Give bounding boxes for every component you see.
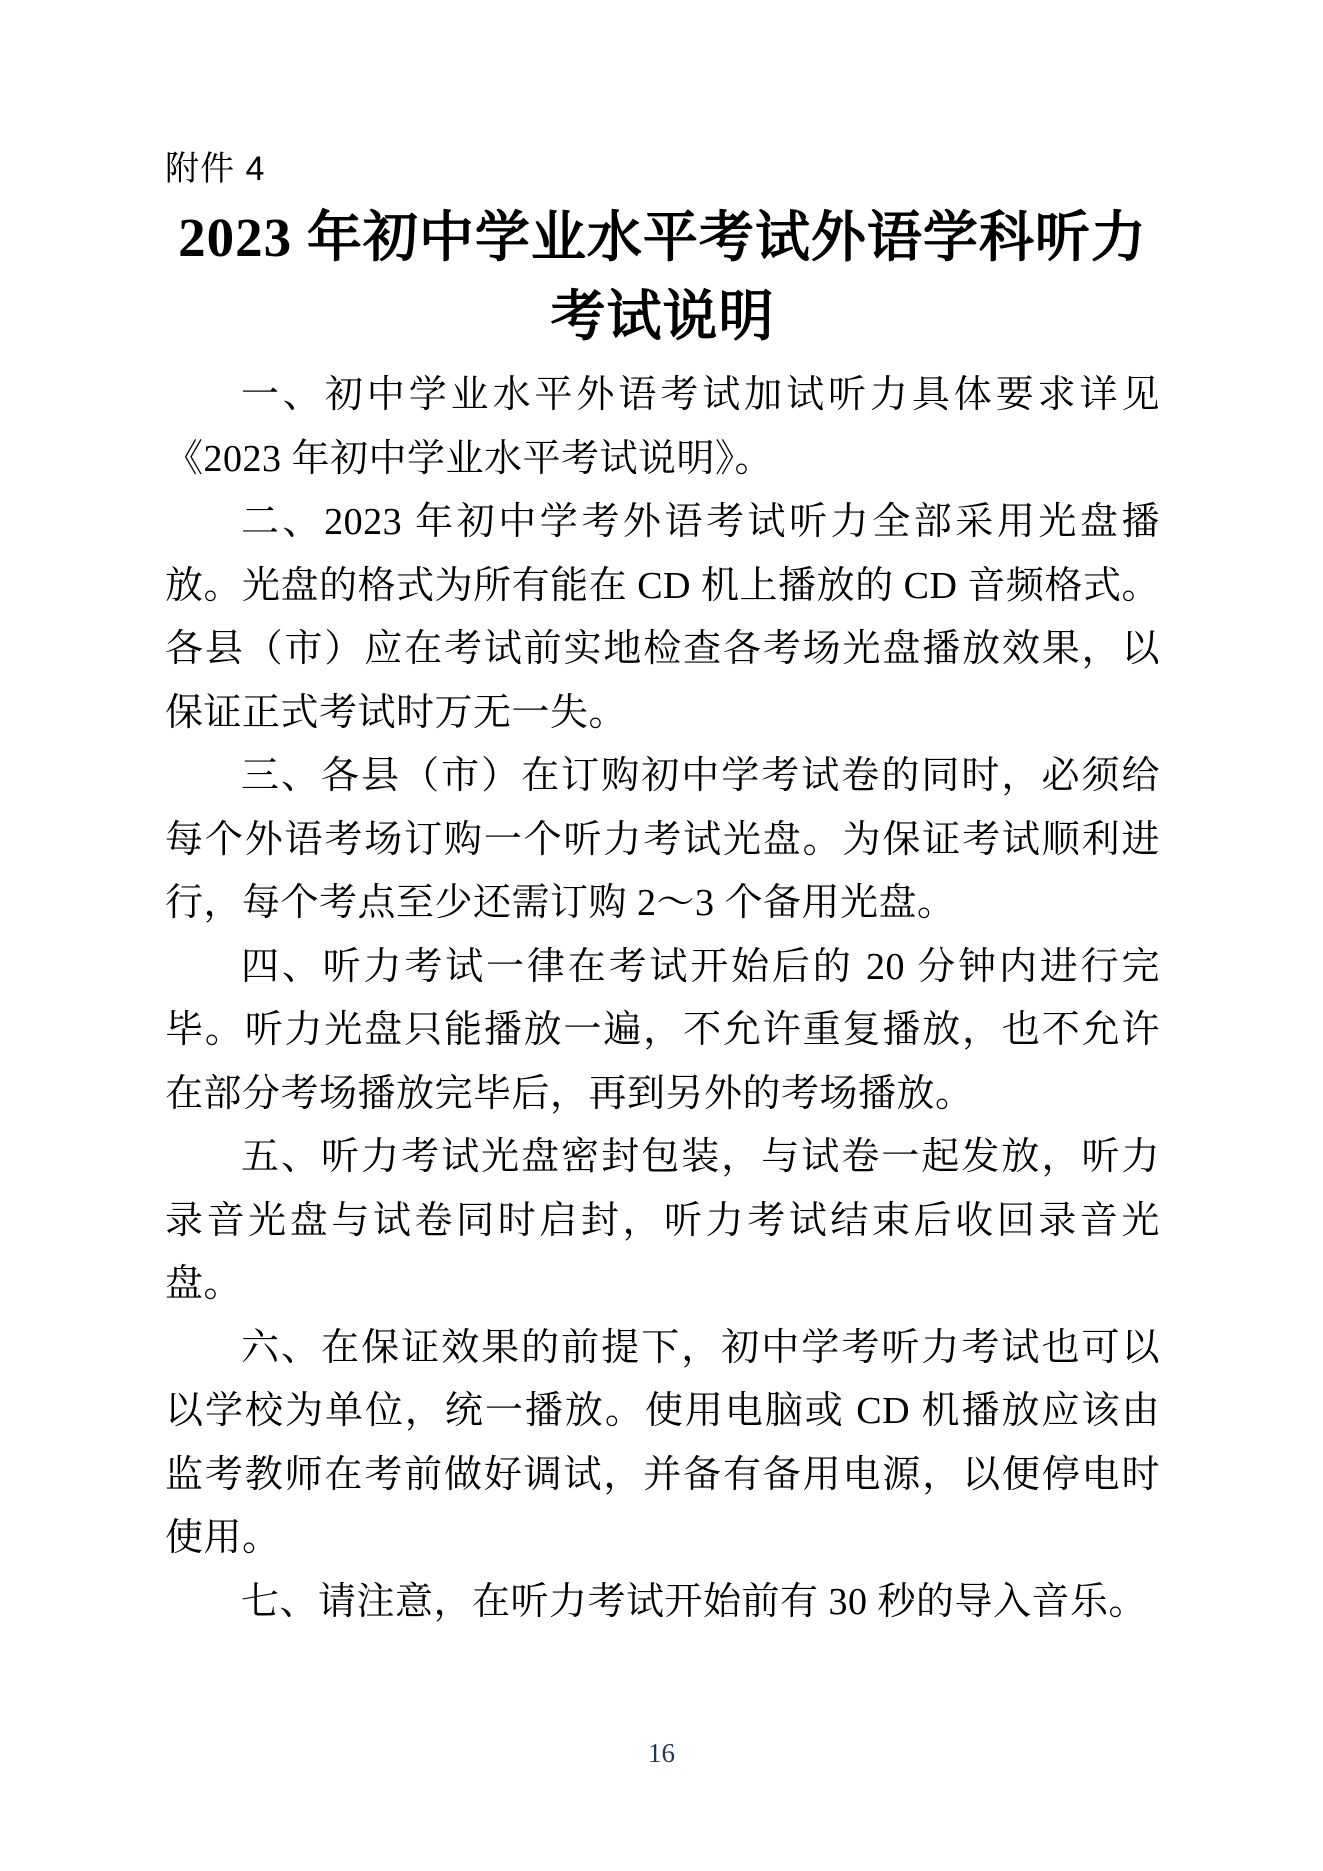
document-title (165, 198, 1160, 356)
paragraph-1: 一、初中学业水平外语考试加试听力具体要求详见《2023 年初中学业水平考试说明》。 (165, 374, 1160, 480)
paragraph-2: 二、2023 年初中学考外语考试听力全部采用光盘播放。光盘的格式为所有能在 CD 机上播放的 CD 音频格式。各县（市）应在考试前实地检查各考场光盘播放效果，以保证正式考试时万无一失。 (165, 501, 1160, 734)
title-line-2: 考试说明 (550, 286, 775, 347)
page-number: 16 (648, 1738, 675, 1768)
paragraph-6: 六、在保证效果的前提下，初中学考听力考试也可以以学校为单位，统一播放。使用电脑或 CD 机播放应该由监考教师在考前做好调试，并备有备用电源，以便停电时使用。 (165, 1326, 1160, 1559)
paragraph-7: 七、请注意，在听力考试开始前有 30 秒的导入音乐。 (241, 1580, 1148, 1623)
page-footer (0, 1738, 1323, 1769)
paragraph-4: 四、听力考试一律在考试开始后的 20 分钟内进行完毕。听力光盘只能播放一遍，不允许重复播放，也不允许在部分考场播放完毕后，再到另外的考场播放。 (165, 945, 1160, 1115)
attachment-label: 附件 4 (165, 150, 266, 188)
title-line-1: 2023 年初中学业水平考试外语学科听力 (178, 207, 1147, 268)
document-body (165, 364, 1160, 1634)
paragraph-5: 五、听力考试光盘密封包装，与试卷一起发放，听力录音光盘与试卷同时启封，听力考试结束后收回录音光盘。 (165, 1136, 1160, 1305)
paragraph-3: 三、各县（市）在订购初中学考试卷的同时，必须给每个外语考场订购一个听力考试光盘。为保证考试顺利进行，每个考点至少还需订购 2～3 个备用光盘。 (165, 755, 1160, 924)
